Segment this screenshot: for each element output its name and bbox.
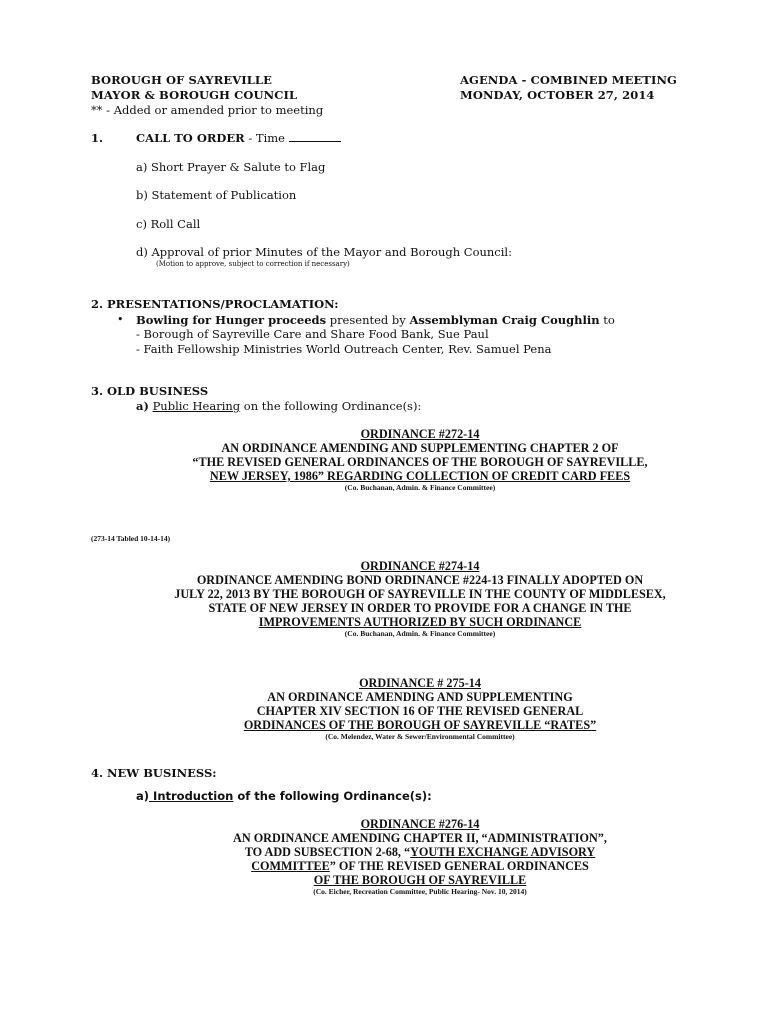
time-label: - Time <box>248 131 285 145</box>
section2-title: 2. PRESENTATIONS/PROCLAMATION: <box>91 297 339 311</box>
public-hearing-rest: on the following Ordinance(s): <box>240 399 422 413</box>
ordinance-272-14 <box>80 427 760 493</box>
ordinance-line: JULY 22, 2013 BY THE BOROUGH OF SAYREVILLE IN THE COUNTY OF MIDDLESEX, <box>174 587 666 601</box>
introduction-rest: of the following Ordinance(s): <box>233 789 432 803</box>
borough-name: BOROUGH OF SAYREVILLE <box>91 73 272 87</box>
ordinance-line: CHAPTER XIV SECTION 16 OF THE REVISED GENERAL <box>256 704 584 718</box>
ordinance-line <box>80 859 760 873</box>
ordinance-line: “THE REVISED GENERAL ORDINANCES OF THE BOROUGH OF SAYREVILLE, <box>192 455 648 469</box>
section3-title: 3. OLD BUSINESS <box>91 384 209 398</box>
ordinance-number: ORDINANCE #274-14 <box>360 559 480 573</box>
ordinance-number: ORDINANCE #276-14 <box>360 817 480 831</box>
recipient-food-bank: - Borough of Sayreville Care and Share Food Bank, Sue Paul <box>136 327 489 341</box>
presentation-text-2: to <box>599 313 615 327</box>
ordinance-276-14 <box>80 817 760 897</box>
ordinance-274-14 <box>80 559 760 639</box>
public-hearing-label: Public Hearing <box>152 399 241 413</box>
agenda-item-prayer: a) Short Prayer & Salute to Flag <box>136 160 326 174</box>
public-hearing-line <box>136 399 421 414</box>
minutes-note: (Motion to approve, subject to correction if necessary) <box>156 260 350 268</box>
call-to-order-title: CALL TO ORDER <box>136 131 245 145</box>
section1-number: 1. <box>91 131 104 145</box>
recipient-faith-fellowship: - Faith Fellowship Ministries World Outreach Center, Rev. Samuel Pena <box>136 342 552 356</box>
ordinance-line: OF THE BOROUGH OF SAYREVILLE <box>313 873 527 887</box>
ordinance-text-underlined: COMMITTEE <box>251 859 330 873</box>
meeting-date: MONDAY, OCTOBER 27, 2014 <box>460 88 655 102</box>
call-to-order-line <box>136 131 341 146</box>
ordinance-number: ORDINANCE # 275-14 <box>359 676 481 690</box>
ordinance-line: AN ORDINANCE AMENDING CHAPTER II, “ADMINISTRATION”, <box>233 831 607 845</box>
presentation-subject: Bowling for Hunger proceeds <box>136 313 327 327</box>
ordinance-number: ORDINANCE #272-14 <box>360 427 480 441</box>
sponsor-note: (Co. Buchanan, Admin. & Finance Committee) <box>344 629 496 638</box>
agenda-title: AGENDA - COMBINED MEETING <box>460 73 677 87</box>
sponsor-note: (Co. Eicher, Recreation Committee, Public Hearing- Nov. 10, 2014) <box>313 887 527 896</box>
ordinance-line: ORDINANCE AMENDING BOND ORDINANCE #224-13 FINALLY ADOPTED ON <box>196 573 644 587</box>
agenda-item-minutes: d) Approval of prior Minutes of the Mayor and Borough Council: <box>136 245 512 259</box>
ordinance-line: STATE OF NEW JERSEY IN ORDER TO PROVIDE FOR A CHANGE IN THE <box>208 601 632 615</box>
tabled-note: (273-14 Tabled 10-14-14) <box>91 534 171 543</box>
council-name: MAYOR & BOROUGH COUNCIL <box>91 88 298 102</box>
ordinance-text: ” OF THE REVISED GENERAL ORDINANCES <box>329 859 589 873</box>
agenda-item-publication: b) Statement of Publication <box>136 188 297 202</box>
ordinance-line <box>80 845 760 859</box>
introduction-label: Introduction <box>149 789 234 803</box>
ordinance-line: ORDINANCES OF THE BOROUGH OF SAYREVILLE “RATES” <box>243 718 597 732</box>
ordinance-275-14 <box>80 676 760 742</box>
presenter-name: Assemblyman Craig Coughlin <box>409 313 600 327</box>
sponsor-note: (Co. Buchanan, Admin. & Finance Committee) <box>344 483 496 492</box>
ordinance-text: TO ADD SUBSECTION 2-68, “ <box>244 845 411 859</box>
ordinance-line: IMPROVEMENTS AUTHORIZED BY SUCH ORDINANCE <box>258 615 582 629</box>
bullet-icon: • <box>117 313 124 326</box>
ordinance-text-underlined: YOUTH EXCHANGE ADVISORY <box>410 845 596 859</box>
presentation-text-1: presented by <box>326 313 410 327</box>
sub-label-a: a) <box>136 789 150 803</box>
sub-label-a: a) <box>136 399 149 413</box>
introduction-line <box>136 789 432 804</box>
presentation-line <box>136 313 615 328</box>
sponsor-note: (Co. Melendez, Water & Sewer/Environmental Committee) <box>325 732 515 741</box>
section4-title: 4. NEW BUSINESS: <box>91 766 217 780</box>
agenda-item-roll-call: c) Roll Call <box>136 217 201 231</box>
ordinance-line: AN ORDINANCE AMENDING AND SUPPLEMENTING CHAPTER 2 OF <box>221 441 619 455</box>
ordinance-line: AN ORDINANCE AMENDING AND SUPPLEMENTING <box>267 690 573 704</box>
amended-legend: ** - Added or amended prior to meeting <box>91 103 324 117</box>
time-blank <box>289 131 341 142</box>
ordinance-line: NEW JERSEY, 1986” REGARDING COLLECTION OF CREDIT CARD FEES <box>209 469 631 483</box>
